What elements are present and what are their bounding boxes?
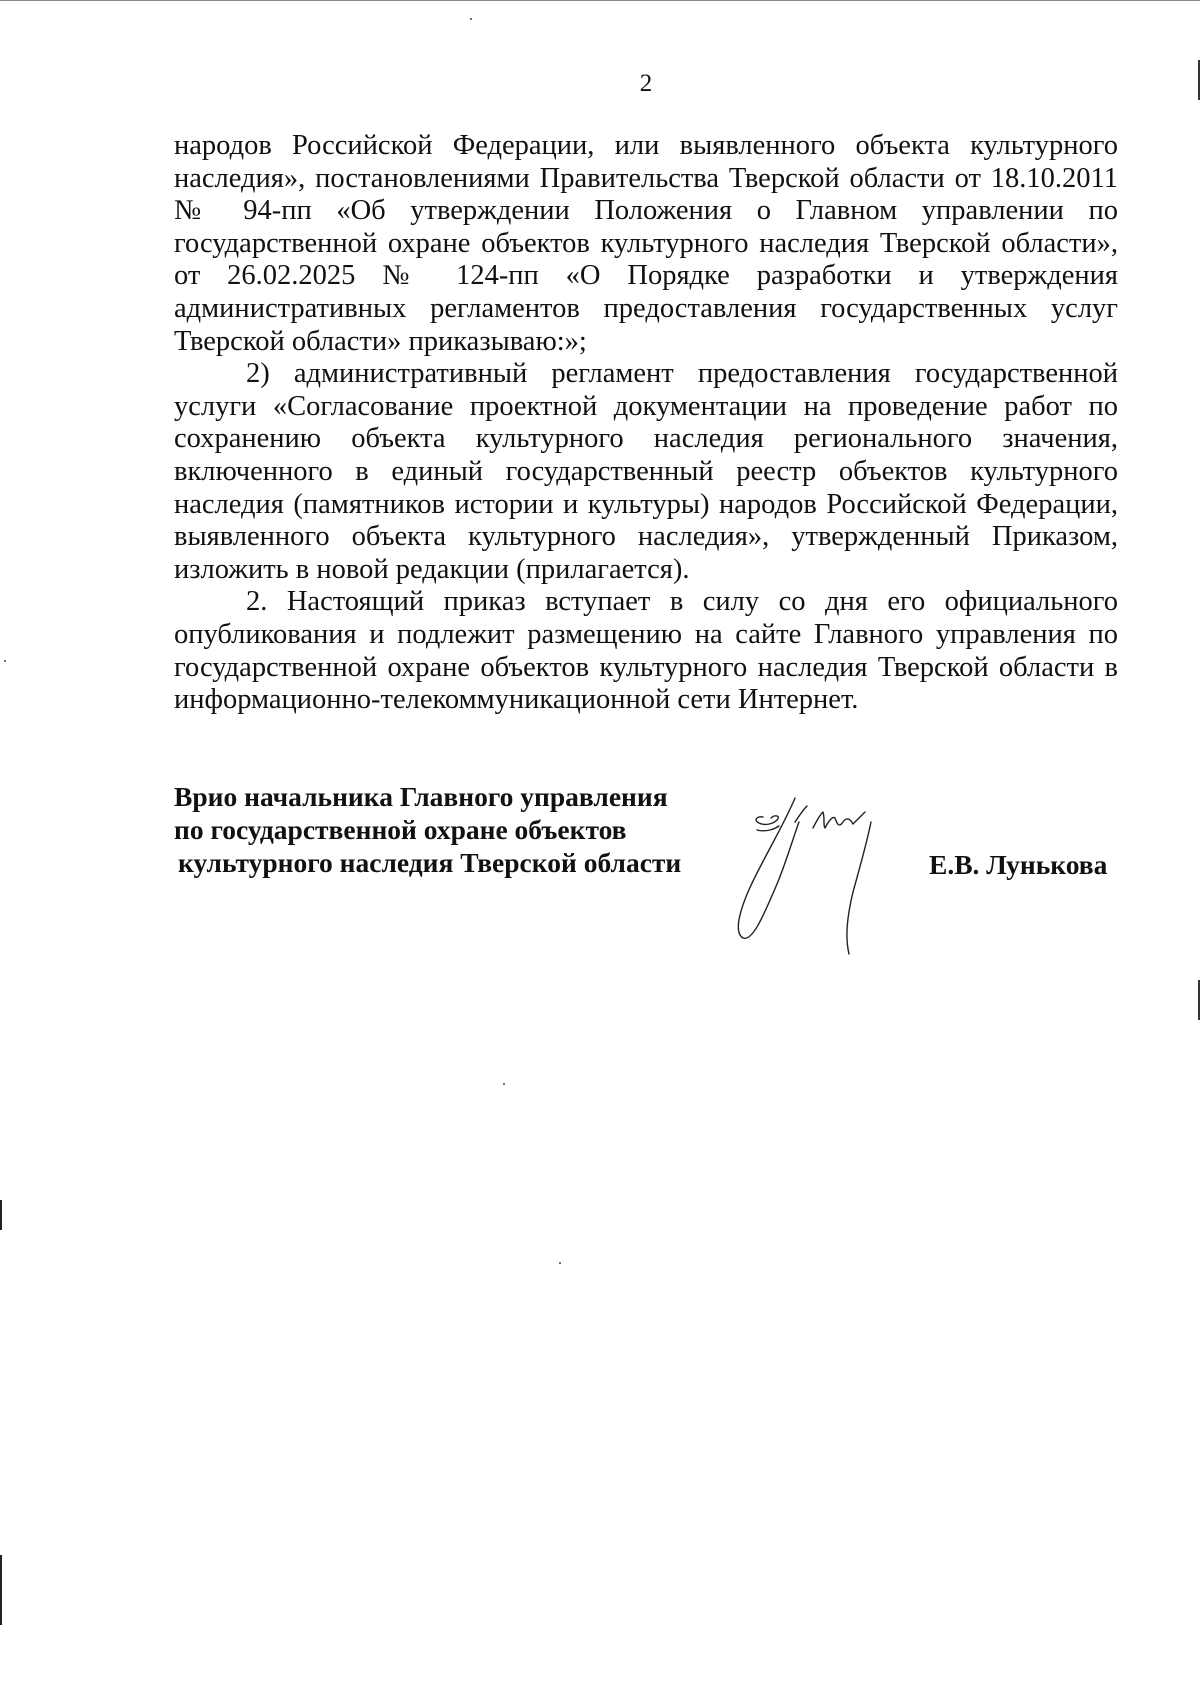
scan-speck (470, 18, 472, 20)
signatory-title (174, 780, 681, 879)
paragraph-regulation: 2) административный регламент предоставления государственной услуги «Согласование проектной документации на проведение работ по сохранению объекта культурного наследия регионального значения, включенного в единый государственный реестр объектов культурного наследия (памятников истории и культуры) народов Российской Федерации, выявленного объекта культурного наследия», утвержденный Приказом, изложить в новой редакции (прилагается). (174, 358, 1118, 585)
scan-speck (503, 1083, 505, 1085)
page-edge (0, 0, 1200, 1)
scan-edge-mark (0, 1200, 2, 1230)
scan-speck (559, 1262, 561, 1264)
scan-edge-mark (0, 1555, 2, 1625)
handwritten-signature (735, 792, 915, 962)
signatory-name: Е.В. Лунькова (929, 849, 1108, 880)
signatory-title-line: Врио начальника Главного управления (174, 781, 668, 812)
page-number: 2 (639, 70, 653, 97)
signatory-title-line: культурного наследия Тверской области (178, 847, 682, 878)
signatory-title-line: по государственной охране объектов (174, 814, 627, 845)
document-body (174, 130, 1118, 717)
scan-speck (4, 660, 6, 662)
paragraph-effective-date: 2. Настоящий приказ вступает в силу со дня его официального опубликования и подлежит размещению на сайте Главного управления по государственной охране объектов культурного наследия Тверской области в информационно-телекоммуникационной сети Интернет. (174, 586, 1118, 716)
paragraph-continuation: народов Российской Федерации, или выявленного объекта культурного наследия», постановлениями Правительства Тверской области от 18.10.2011 № 94-пп «Об утверждении Положения о Главном управлении по государственной охране объектов культурного наследия Тверской области», от 26.02.2025 № 124-пп «О Порядке разработки и утверждения административных регламентов предоставления государственных услуг Тверской области» приказываю:»; (174, 130, 1118, 357)
